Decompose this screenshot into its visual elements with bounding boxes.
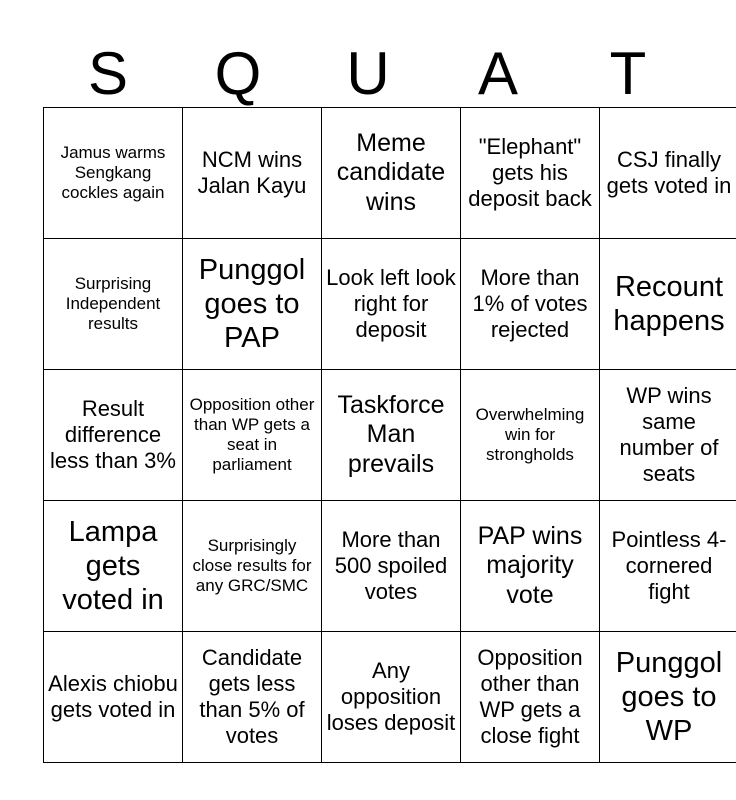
bingo-cell[interactable]: PAP wins majority vote [461,501,600,632]
header-letter-t: T [609,40,647,107]
board-row-3 [44,370,736,501]
header-letter-s: S [87,40,129,107]
bingo-cell[interactable]: Lampa gets voted in [44,501,183,632]
header-letter-q: Q [214,40,262,107]
header-letter-a: A [477,40,519,107]
bingo-cell[interactable]: "Elephant" gets his deposit back [461,108,600,239]
bingo-cell[interactable]: Surprising Independent results [44,239,183,370]
bingo-cell[interactable]: NCM wins Jalan Kayu [183,108,322,239]
bingo-cell[interactable]: Pointless 4-cornered fight [600,501,736,632]
bingo-board [43,107,736,763]
bingo-cell[interactable]: Surprisingly close results for any GRC/SMC [183,501,322,632]
bingo-cell[interactable]: Recount happens [600,239,736,370]
bingo-cell[interactable]: Overwhelming win for strongholds [461,370,600,501]
bingo-cell[interactable]: Punggol goes to PAP [183,239,322,370]
board-row-1 [44,108,736,239]
bingo-cell[interactable]: Taskforce Man prevails [322,370,461,501]
board-row-5 [44,632,736,763]
bingo-cell[interactable]: Punggol goes to WP [600,632,736,763]
bingo-cell[interactable]: Look left look right for deposit [322,239,461,370]
bingo-cell[interactable]: Alexis chiobu gets voted in [44,632,183,763]
bingo-cell[interactable]: Opposition other than WP gets a seat in parliament [183,370,322,501]
bingo-cell[interactable]: Result difference less than 3% [44,370,183,501]
bingo-cell[interactable]: Jamus warms Sengkang cockles again [44,108,183,239]
board-row-4 [44,501,736,632]
bingo-cell[interactable]: Opposition other than WP gets a close fight [461,632,600,763]
bingo-cell[interactable]: More than 500 spoiled votes [322,501,461,632]
bingo-cell[interactable]: Meme candidate wins [322,108,461,239]
board-row-2 [44,239,736,370]
bingo-cell[interactable]: More than 1% of votes rejected [461,239,600,370]
bingo-cell[interactable]: Any opposition loses deposit [322,632,461,763]
bingo-cell[interactable]: Candidate gets less than 5% of votes [183,632,322,763]
bingo-cell[interactable]: CSJ finally gets voted in [600,108,736,239]
bingo-header [43,40,693,108]
bingo-cell[interactable]: WP wins same number of seats [600,370,736,501]
header-letter-u: U [346,40,390,107]
